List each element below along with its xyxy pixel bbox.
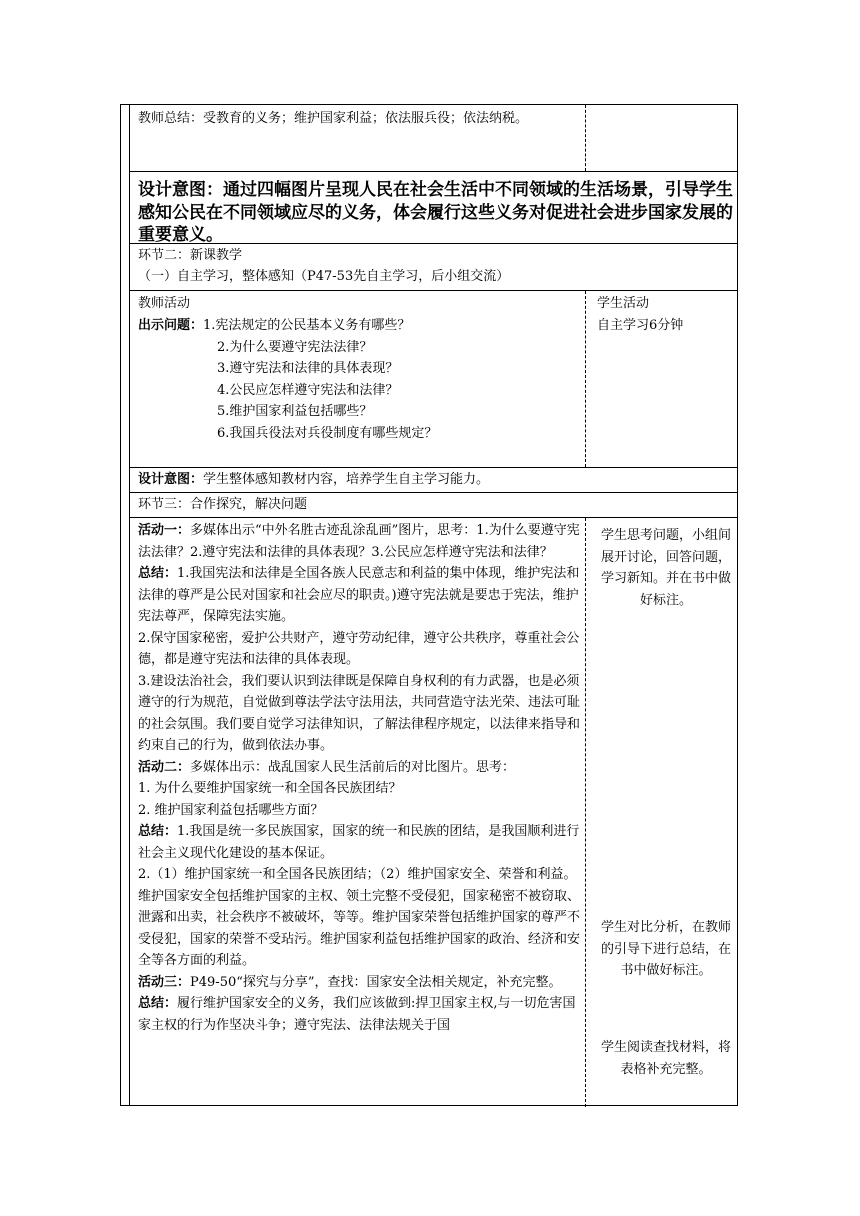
- activity-3-summary: [138, 993, 580, 1036]
- summary-label: 总结：: [138, 566, 178, 581]
- activity-1-summary-2: 2.保守国家秘密，爱护公共财产，遵守劳动纪律，遵守公共秩序，尊重社会公德，都是遵守宪法和法律的具体表现。: [138, 630, 580, 667]
- step-2-title: 环节二：新课教学: [138, 248, 243, 263]
- column-divider: [585, 291, 586, 467]
- activity-2-text: 多媒体出示：战乱国家人民生活前后的对比图片。思考：: [190, 759, 516, 775]
- question-2: 2.为什么要遵守宪法法律？: [217, 339, 373, 355]
- summary-label: 总结：: [138, 824, 178, 839]
- questions-list: [138, 315, 580, 444]
- activities-content: [138, 520, 580, 1036]
- activity-3-summary-text: 履行维护国家安全的义务，我们应该做到:捍卫国家主权,与一切危害国家主权的行为作坚决斗争；遵守宪法、法律法规关于国: [138, 996, 576, 1033]
- step-2-subtitle: （一）自主学习，整体感知（P47-53先自主学习，后小组交流）: [138, 269, 510, 284]
- activity-3-label: 活动三：: [138, 974, 191, 990]
- step-3-title: 环节三：合作探究，解决问题: [138, 497, 308, 512]
- row-questions: [130, 290, 737, 467]
- teacher-activity-header: 教师活动: [138, 296, 191, 311]
- activity-2-question-1: 1. 为什么要维护国家统一和全国各民族团结？: [138, 781, 402, 796]
- activity-3: [138, 972, 580, 994]
- activity-1-summary-1-text: 1.我国宪法和法律是全国各族人民意志和利益的集中体现，维护宪法和法律的尊严是公民对国家和社会应尽的职责。)遵守宪法就是要忠于宪法，维护宪法尊严，保障宪法实施。: [138, 566, 580, 624]
- design-intent-2: [138, 469, 734, 491]
- questions-label: 出示问题：: [138, 318, 204, 333]
- row-step-3: [130, 492, 737, 517]
- activity-2-summary-1: [138, 821, 580, 864]
- left-margin-rule: [129, 104, 130, 1106]
- student-activity-2: 学生对比分析，在教师的引导下进行总结，在书中做好标注。: [600, 920, 731, 978]
- design-intent-2-label: 设计意图：: [138, 472, 204, 487]
- question-1: 1.宪法规定的公民基本义务有哪些？: [203, 318, 411, 333]
- student-self-study: 自主学习6分钟: [597, 318, 684, 333]
- student-activity-3: 学生阅读查找材料，将表格补充完整。: [600, 1040, 731, 1077]
- question-4: 4.公民应怎样遵守宪法和法律？: [217, 382, 399, 398]
- activity-2-label: 活动二：: [138, 759, 191, 775]
- activity-2-summary-1-text: 1.我国是统一多民族国家，国家的统一和民族的团结，是我国顺利进行社会主义现代化建设的基本保证。: [138, 824, 580, 861]
- activity-1-summary-1: [138, 563, 580, 628]
- row-design-intent-2: [130, 467, 737, 492]
- summary-label: 总结：: [138, 996, 178, 1011]
- design-intent-1-text: 设计意图：通过四幅图片呈现人民在社会生活中不同领域的生活场景，引导学生感知公民在不同领域应尽的义务，体会履行这些义务对促进社会进步国家发展的重要意义。: [138, 180, 733, 245]
- activity-1-text: 多媒体出示“中外名胜古迹乱涂乱画”图片，思考：1.为什么要遵守宪法法律？2.遵守宪法和法律的具体表现？3.公民应怎样遵守宪法和法律？: [138, 523, 580, 560]
- activity-2: [138, 757, 580, 779]
- row-design-intent-1: [130, 171, 737, 243]
- question-5: 5.维护国家利益包括哪些？: [217, 404, 373, 419]
- row-step-2: [130, 243, 737, 290]
- activity-1-label: 活动一：: [138, 523, 191, 538]
- row-activities: [130, 517, 737, 1107]
- student-activity-1: 学生思考问题，小组间展开讨论，回答问题，学习新知。并在书中做好标注。: [600, 528, 731, 608]
- question-3: 3.遵守宪法和法律的具体表现？: [217, 361, 399, 376]
- question-6: 6.我国兵役法对兵役制度有哪些规定？: [217, 425, 438, 441]
- activity-2-summary-2: 2.（1）维护国家统一和全国各民族团结；（2）维护国家安全、荣誉和利益。维护国家安全包括维护国家的主权、领土完整不受侵犯，国家秘密不被窃取、泄露和出卖，社会秩序不被破坏，等等。维护国家荣誉包括维护国家的尊严不受侵犯，国家的荣誉不受玷污。维护国家利益包括维护国家的政治、经济和安全等各方面的利益。: [138, 867, 581, 968]
- activity-1-summary-3: 3.建设法治社会，我们要认识到法律既是保障自身权利的有力武器，也是必须遵守的行为规范，自觉做到尊法学法守法用法，共同营造守法光荣、违法可耻的社会氛围。我们要自觉学习法律知识，了解法律程序规定，以法律来指导和约束自己的行为，做到依法办事。: [138, 673, 581, 753]
- activity-1: [138, 520, 580, 563]
- activity-3-text: P49-50“探究与分享”，查找：国家安全法相关规定，补充完整。: [190, 974, 562, 990]
- student-activity-header: 学生活动: [597, 296, 650, 311]
- row-teacher-summary: [130, 105, 737, 171]
- column-divider: [585, 105, 586, 171]
- column-divider: [585, 518, 586, 1107]
- document-table: [120, 104, 738, 1106]
- design-intent-2-text: 学生整体感知教材内容，培养学生自主学习能力。: [203, 472, 490, 487]
- teacher-summary-text: 教师总结：受教育的义务；维护国家利益；依法服兵役；依法纳税。: [138, 111, 529, 126]
- activity-2-question-2: 2. 维护国家利益包括哪些方面？: [138, 802, 324, 818]
